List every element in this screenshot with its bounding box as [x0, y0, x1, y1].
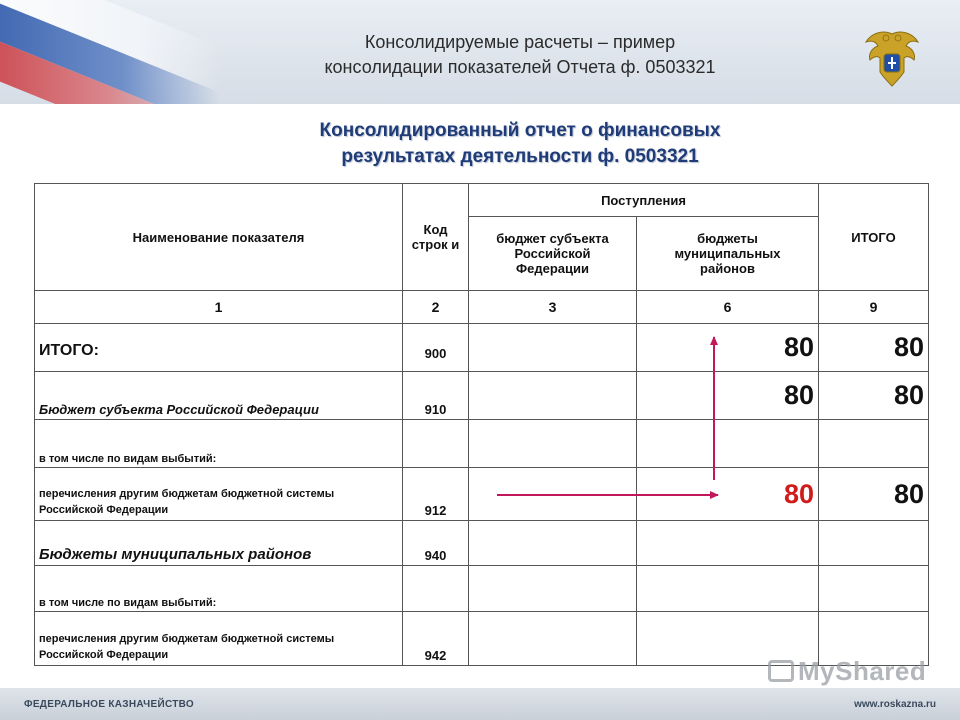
row-total-value [819, 420, 929, 468]
row-municipal-value: 80 [637, 468, 819, 521]
table-row [35, 468, 929, 521]
report-title-line1: Консолидированный отчет о финансовых [319, 120, 721, 141]
row-total-value [819, 521, 929, 566]
row-code: 912 [403, 468, 469, 521]
column-number: 1 [35, 291, 403, 324]
row-code: 942 [403, 612, 469, 666]
row-code [403, 566, 469, 612]
row-subject-value [469, 468, 637, 521]
row-subject-value [469, 612, 637, 666]
row-code: 900 [403, 324, 469, 372]
row-total-value [819, 566, 929, 612]
watermark [768, 656, 926, 687]
column-number: 6 [637, 291, 819, 324]
row-name: Бюджет субъекта Российской Федерации [35, 372, 403, 420]
watermark-text: MyShared [798, 656, 927, 686]
column-number: 2 [403, 291, 469, 324]
row-name: в том числе по видам выбытий: [35, 420, 403, 468]
coat-of-arms-icon [862, 26, 922, 90]
slide-header [0, 0, 960, 104]
row-municipal-value [637, 420, 819, 468]
header-title-line2: консолидации показателей Отчета ф. 0503321 [324, 57, 716, 77]
footer-website[interactable]: www.roskazna.ru [854, 699, 936, 710]
row-municipal-value [637, 566, 819, 612]
row-total-value: 80 [819, 324, 929, 372]
row-subject-value [469, 566, 637, 612]
header-name: Наименование показателя [35, 184, 403, 291]
row-municipal-value [637, 521, 819, 566]
column-number: 3 [469, 291, 637, 324]
row-subject-value [469, 372, 637, 420]
row-subject-value [469, 521, 637, 566]
slide-footer [0, 688, 960, 720]
row-code: 910 [403, 372, 469, 420]
footer-org: ФЕДЕРАЛЬНОЕ КАЗНАЧЕЙСТВО [24, 699, 194, 710]
row-municipal-value: 80 [637, 324, 819, 372]
report-title [250, 118, 790, 170]
table-row [35, 372, 929, 420]
report-title-line2: результатах деятельности ф. 0503321 [341, 146, 699, 167]
header-code: Код строк и [403, 184, 469, 291]
header-total: ИТОГО [819, 184, 929, 291]
row-name: перечисления другим бюджетам бюджетной системы Российской Федерации [35, 468, 403, 521]
table-row [35, 324, 929, 372]
myshared-icon [768, 660, 794, 682]
header-receipts: Поступления [469, 184, 819, 217]
table-row [35, 566, 929, 612]
row-name: ИТОГО: [35, 324, 403, 372]
row-total-value: 80 [819, 468, 929, 521]
column-number: 9 [819, 291, 929, 324]
header-subject-budget: бюджет субъекта Российской Федерации [469, 217, 637, 291]
header-municipal-budgets: бюджеты муниципальных районов [637, 217, 819, 291]
header-title [300, 30, 740, 80]
row-subject-value [469, 324, 637, 372]
row-name: Бюджеты муниципальных районов [35, 521, 403, 566]
row-municipal-value: 80 [637, 372, 819, 420]
header-row-1 [35, 184, 929, 217]
row-name: перечисления другим бюджетам бюджетной системы Российской Федерации [35, 612, 403, 666]
row-total-value: 80 [819, 372, 929, 420]
row-code [403, 420, 469, 468]
row-code: 940 [403, 521, 469, 566]
table-row [35, 521, 929, 566]
row-name: в том числе по видам выбытий: [35, 566, 403, 612]
report-table [34, 183, 929, 666]
table-row [35, 420, 929, 468]
column-number-row [35, 291, 929, 324]
row-subject-value [469, 420, 637, 468]
header-title-line1: Консолидируемые расчеты – пример [364, 32, 676, 52]
